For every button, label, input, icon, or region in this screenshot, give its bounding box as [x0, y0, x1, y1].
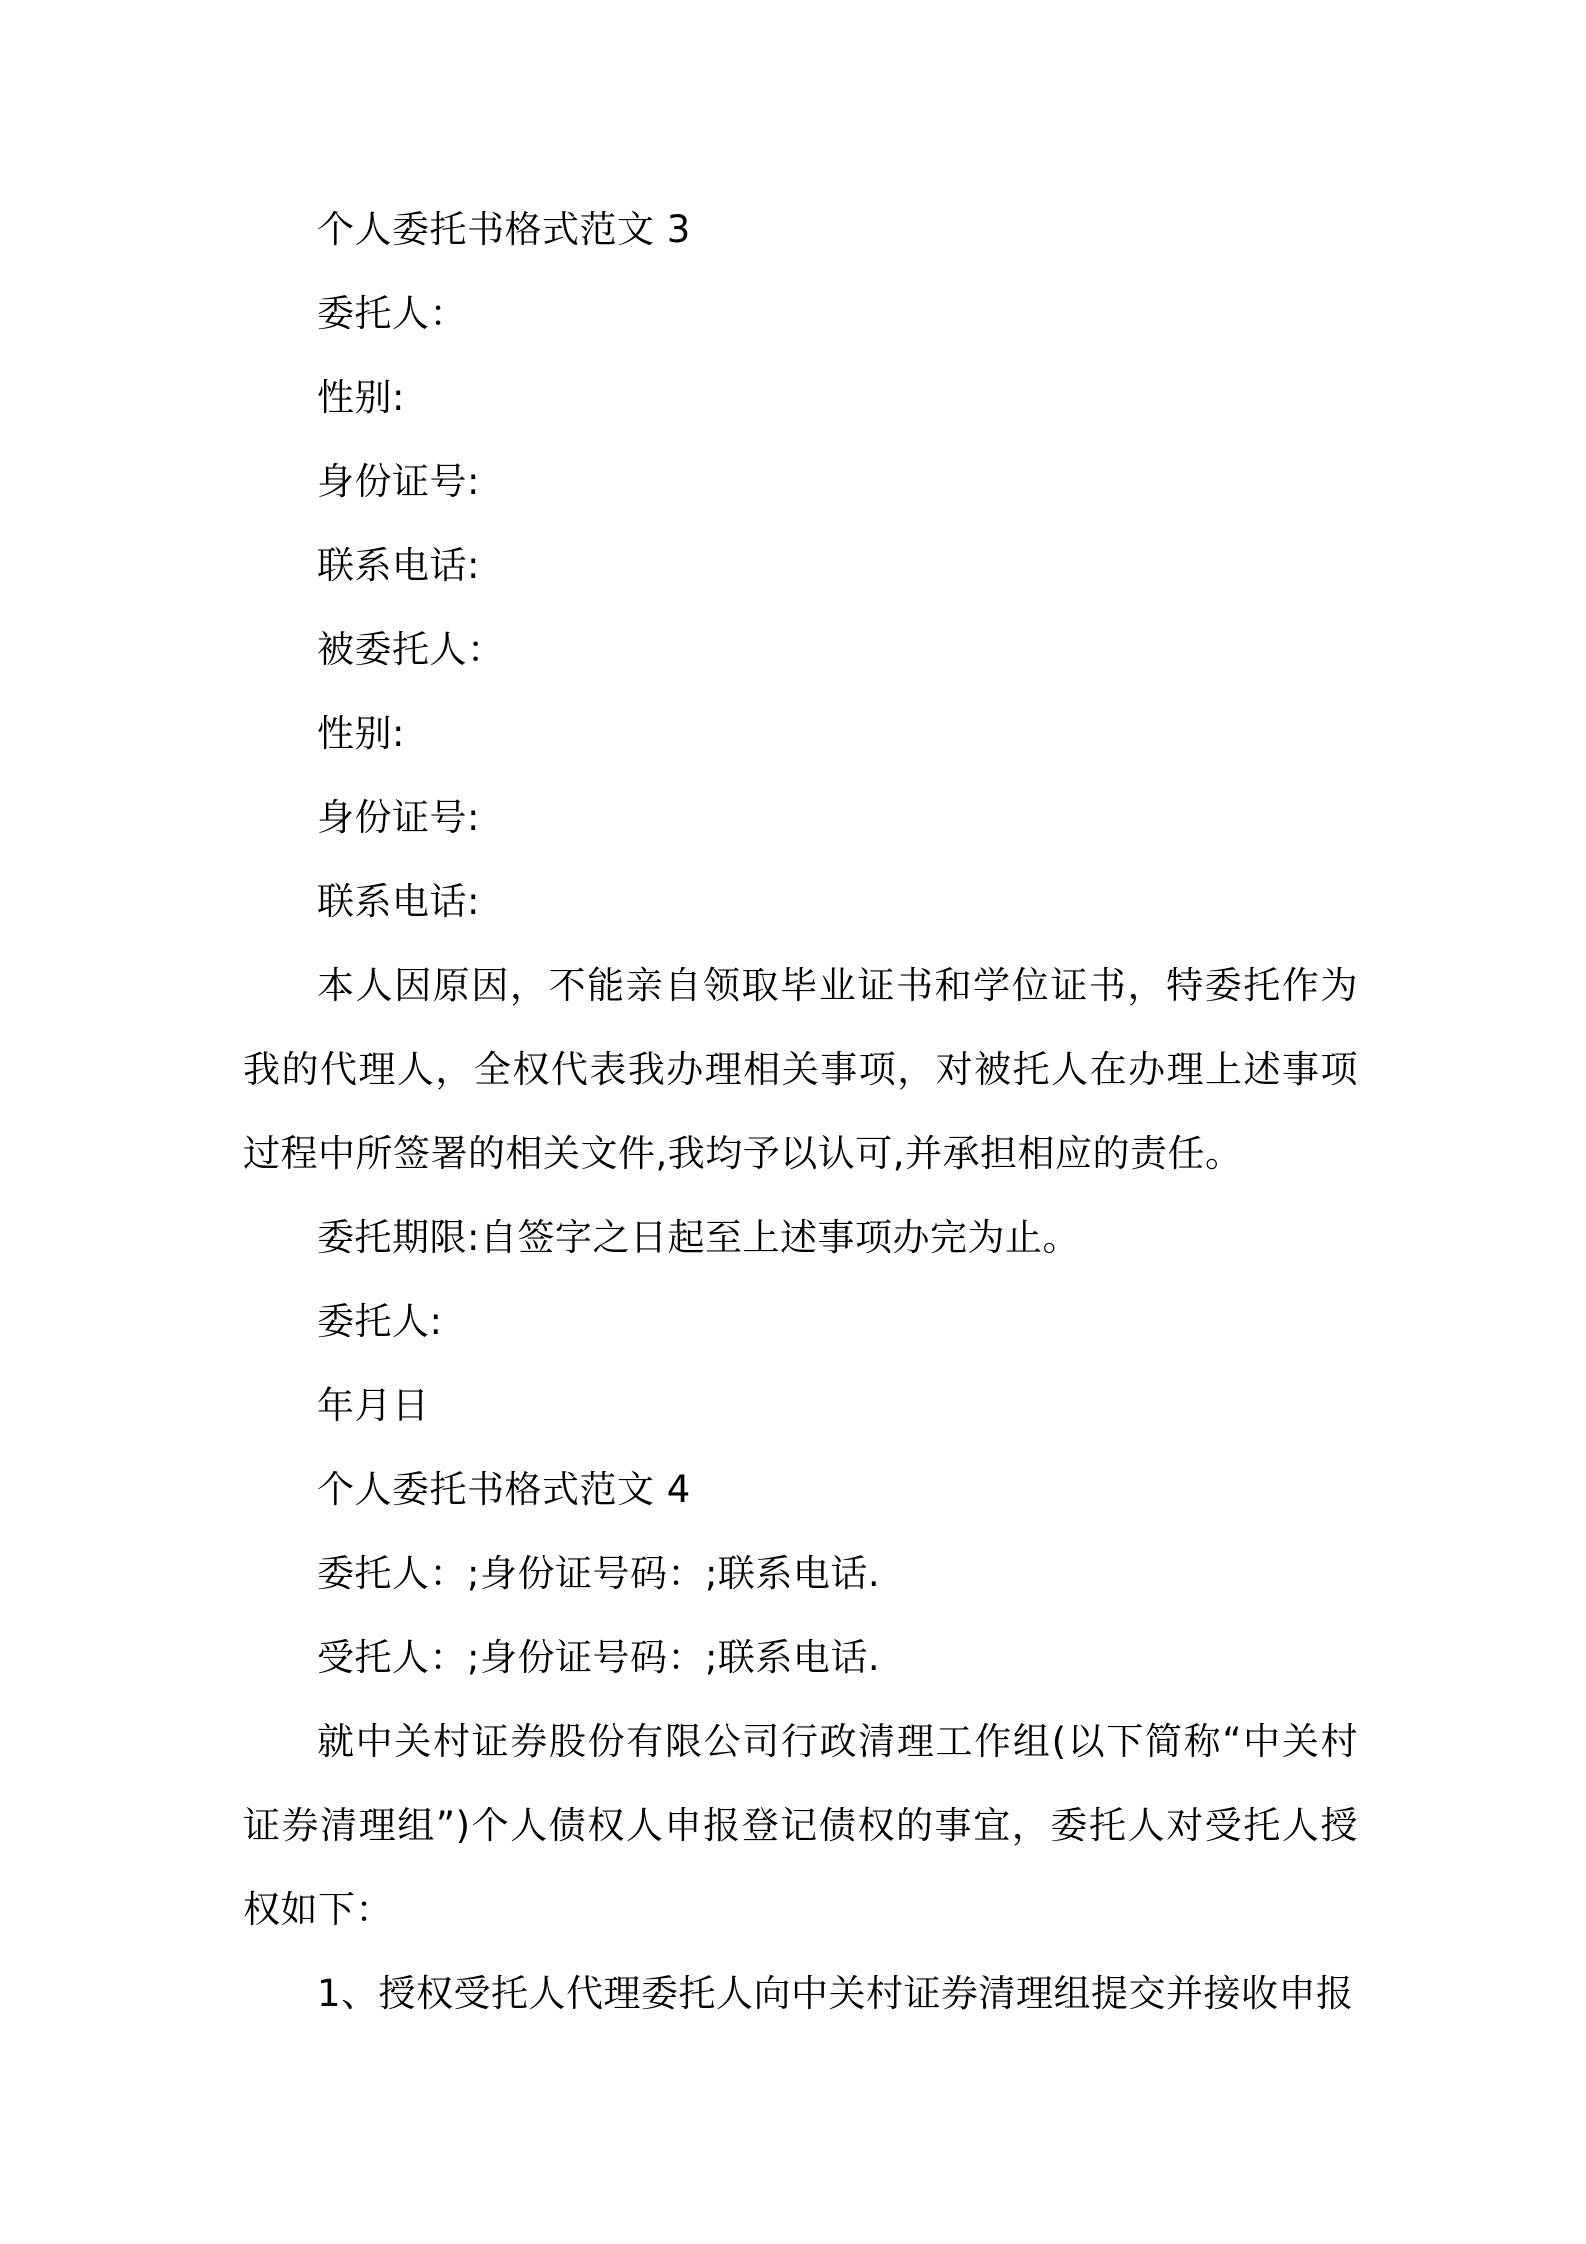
section3-title: 个人委托书格式范文 3 [317, 208, 691, 251]
date-line: 年月日 [317, 1384, 430, 1427]
agent-phone-label: 联系电话: [317, 880, 480, 923]
agent-gender-label: 性别: [317, 712, 405, 755]
agent-id-label: 身份证号: [317, 796, 480, 839]
term-line: 委托期限:自签字之日起至上述事项办完为止。 [317, 1216, 1080, 1259]
signature-label: 委托人: [317, 1300, 443, 1343]
principal-info-line: 委托人：;身份证号码：;联系电话. [317, 1552, 881, 1595]
authorization-paragraph: 本人因原因，不能亲自领取毕业证书和学位证书，特委托作为我的代理人，全权代表我办理相关事项，对被托人在办理上述事项过程中所签署的相关文件,我均予以认可,并承担相应的责任。 [243, 964, 1358, 1175]
principal-label: 委托人： [317, 292, 467, 335]
agent-label: 被委托人： [317, 628, 505, 671]
document-body [243, 188, 1358, 2036]
matter-paragraph: 就中关村证券股份有限公司行政清理工作组(以下简称“中关村证券清理组”)个人债权人申报登记债权的事宜，委托人对受托人授权如下： [243, 1720, 1358, 1931]
principal-id-label: 身份证号: [317, 460, 480, 503]
item1-text: 1、授权受托人代理委托人向中关村证券清理组提交并接收申报 [317, 1972, 1354, 2015]
principal-phone-label: 联系电话: [317, 544, 480, 587]
principal-gender-label: 性别: [317, 376, 405, 419]
section4-title: 个人委托书格式范文 4 [317, 1468, 691, 1511]
trustee-info-line: 受托人：;身份证号码：;联系电话. [317, 1636, 881, 1679]
